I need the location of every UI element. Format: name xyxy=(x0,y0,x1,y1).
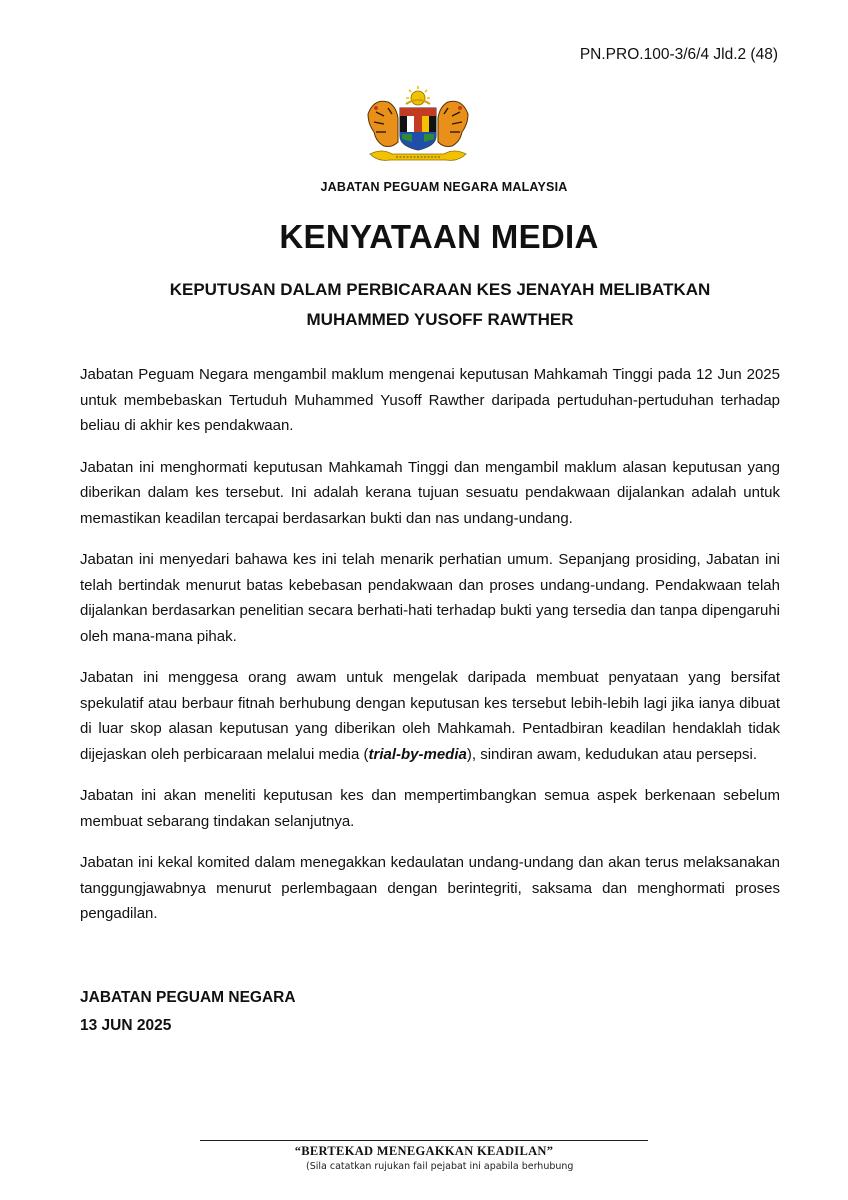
paragraph-3: Jabatan ini menyedari bahawa kes ini telah menarik perhatian umum. Sepanjang prosiding, Jabatan ini telah bertindak menurut batas kebebasan pendakwaan dan proses undang-undang. Pendakwaan telah dijalankan berdasarkan penelitian secara berhati-hati terhadap bukti yang tersedia dan tanpa dipengaruhi oleh mana-mana pihak. xyxy=(80,551,780,645)
footer-divider xyxy=(200,1140,648,1141)
signature-block xyxy=(80,984,296,1040)
signature-name: JABATAN PEGUAM NEGARA xyxy=(80,989,296,1006)
signature-date: 13 JUN 2025 xyxy=(80,1017,172,1034)
document-title: KENYATAAN MEDIA xyxy=(279,218,599,255)
subtitle-line-2: MUHAMMED YUSOFF RAWTHER xyxy=(306,310,574,329)
coat-of-arms-icon xyxy=(362,84,474,166)
paragraph-1: Jabatan Peguam Negara mengambil maklum mengenai keputusan Mahkamah Tinggi pada 12 Jun 2025 untuk membebaskan Tertuduh Muhammed Yusoff Rawther daripada pertuduhan-pertuduhan terhadap beliau di akhir kes pendakwaan. xyxy=(80,366,780,434)
footer-motto: “BERTEKAD MENEGAKKAN KEADILAN” xyxy=(294,1144,554,1158)
paragraph-2: Jabatan ini menghormati keputusan Mahkamah Tinggi dan mengambil maklum alasan keputusan yang diberikan dalam kes tersebut. Ini adalah kerana tujuan sesuatu pendakwaan dijalankan adalah untuk memastikan keadilan tercapai berdasarkan bukti dan nas undang-undang. xyxy=(80,458,780,527)
footer-note: (Sila catatkan rujukan fail pejabat ini apabila berhubung xyxy=(306,1161,574,1172)
organization-name: JABATAN PEGUAM NEGARA MALAYSIA xyxy=(320,180,568,194)
document-subtitle xyxy=(80,275,800,335)
paragraph-5: Jabatan ini akan meneliti keputusan kes dan mempertimbangkan semua aspek berkenaan sebelum membuat sebarang tindakan selanjutnya. xyxy=(80,787,780,830)
subtitle-line-1: KEPUTUSAN DALAM PERBICARAAN KES JENAYAH MELIBATKAN xyxy=(169,280,711,299)
trial-by-media-emphasis: trial-by-media xyxy=(368,745,467,763)
statement-body xyxy=(80,362,780,943)
paragraph-4-text-a: Jabatan ini menggesa orang awam untuk mengelak daripada membuat penyataan yang bersifat spekulatif atau berbaur fitnah berhubung dengan keputusan kes tersebut lebih-lebih lagi jika ianya dibuat di luar skop alasan keputusan yang diberikan oleh Mahkamah. Pentadbiran keadilan hendaklah tidak dijejaskan oleh perbicaraan melalui media ( xyxy=(80,669,780,763)
paragraph-4-text-b: ), sindiran awam, kedudukan atau persepsi. xyxy=(466,745,758,763)
paragraph-4 xyxy=(80,665,780,767)
file-reference: PN.PRO.100-3/6/4 Jld.2 (48) xyxy=(579,46,778,63)
paragraph-6: Jabatan ini kekal komited dalam menegakkan kedaulatan undang-undang dan akan terus melaksanakan tanggungjawabnya menurut perlembagaan dengan berintegriti, saksama dan menghormati proses pengadilan. xyxy=(80,854,780,922)
